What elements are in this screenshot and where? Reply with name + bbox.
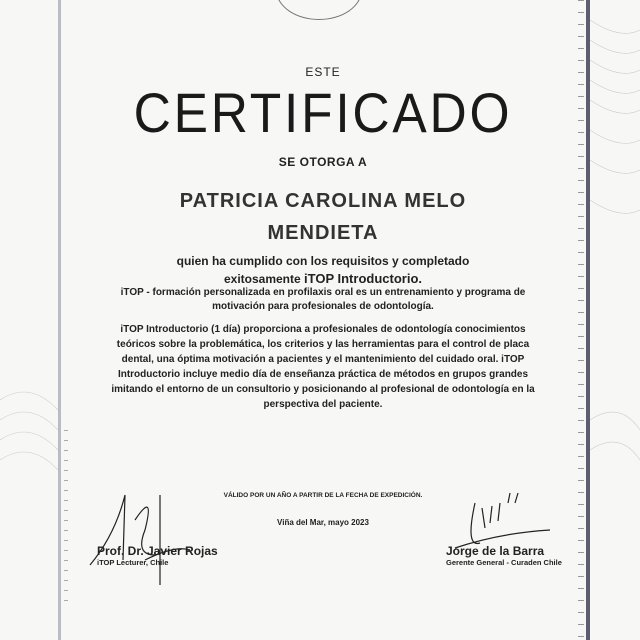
signer-name: Prof. Dr. Javier Rojas bbox=[97, 544, 218, 558]
signature-block-right bbox=[446, 544, 562, 567]
recipient-name-line2: MENDIETA bbox=[267, 222, 379, 244]
course-name: iTOP Introductorio. bbox=[304, 271, 422, 286]
signature-block-left bbox=[97, 544, 218, 567]
grant-label: SE OTORGA A bbox=[278, 155, 368, 169]
validity-note: VÁLIDO POR UN AÑO A PARTIR DE LA FECHA DE EXPEDICIÓN. bbox=[223, 492, 423, 499]
signature-rojas bbox=[85, 485, 195, 585]
right-border-ticks bbox=[578, 0, 584, 640]
signer-role: Gerente General - Curaden Chile bbox=[446, 558, 562, 567]
right-border bbox=[586, 0, 590, 640]
signer-name: Jorge de la Barra bbox=[446, 544, 545, 558]
completion-line2: exitosamente bbox=[223, 272, 305, 286]
certificate-title: CERTIFICADO bbox=[133, 81, 513, 144]
recipient-name bbox=[60, 185, 586, 249]
itop-description: iTOP - formación personalizada en profilaxis oral es un entrenamiento y programa de motivación para profesionales de odontología. bbox=[120, 287, 526, 312]
completion-line1: quien ha cumplido con los requisitos y completado bbox=[176, 254, 470, 268]
completion-statement bbox=[60, 253, 586, 288]
course-description: iTOP Introductorio (1 día) proporciona a profesionales de odontología conocimientos teóricos sobre la problemática, los criterios y las herramientas para el control de placa dental, una óptima motivación a pacientes y el mantenimiento del cuidado oral. iTOP Introductorio incluye medio día de enseñanza práctica de métodos en grupos grandes imitando el entorno de un consultorio y posicionando al profesional de odontología en la perspectiva del paciente. bbox=[111, 324, 535, 410]
signer-role: iTOP Lecturer, Chile bbox=[97, 558, 169, 567]
recipient-name-line1: PATRICIA CAROLINA MELO bbox=[179, 190, 467, 212]
este-label: ESTE bbox=[305, 65, 341, 79]
place-date: Viña del Mar, mayo 2023 bbox=[277, 518, 369, 527]
left-border bbox=[58, 0, 61, 640]
